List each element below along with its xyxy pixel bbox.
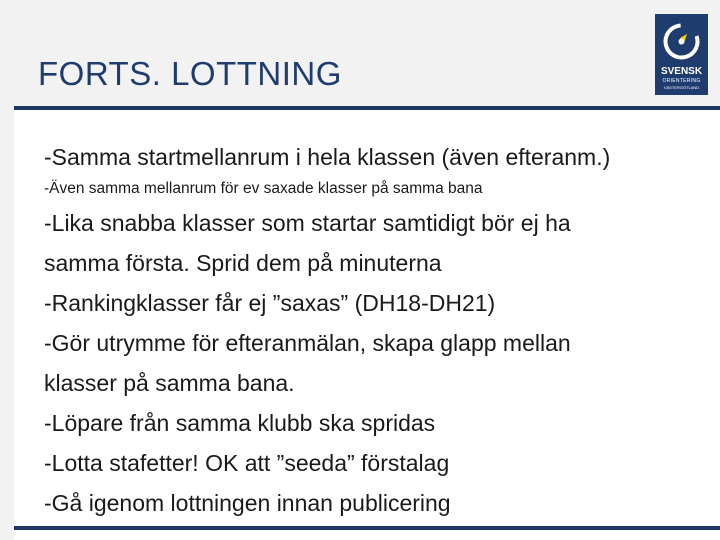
bullet-line: -Lika snabba klasser som startar samtidigt bör ej ha [44,210,571,236]
left-accent-bar [0,0,14,540]
logo-text-orientering: ORIENTERING [662,78,701,84]
compass-icon [660,20,703,63]
bullet-line: -Samma startmellanrum i hela klassen (även efteranm.) [44,144,611,170]
bullet-line: samma första. Sprid dem på minuterna [44,250,442,276]
logo-text-region: VÄSTERGÖTLAND [663,85,700,90]
bullet-line: -Löpare från samma klubb ska spridas [44,410,436,436]
logo-text-svensk: SVENSK [660,66,703,77]
bullet-line: -Lotta stafetter! OK att ”seeda” förstalag [44,450,450,476]
title-divider [14,106,720,110]
bullet-line: -Gör utrymme för efteranmälan, skapa glapp mellan [44,330,571,356]
bullet-line: -Rankingklasser får ej ”saxas” (DH18-DH21) [44,290,496,316]
slide-title: FORTS. LOTTNING [38,55,342,92]
bottom-divider [14,526,720,530]
svensk-orientering-logo [655,14,708,95]
bullet-line: -Gå igenom lottningen innan publicering [44,490,451,516]
bullet-list [44,140,704,523]
bullet-line: klasser på samma bana. [44,370,295,396]
bullet-line-small: -Även samma mellanrum för ev saxade klasser på samma bana [44,180,483,197]
